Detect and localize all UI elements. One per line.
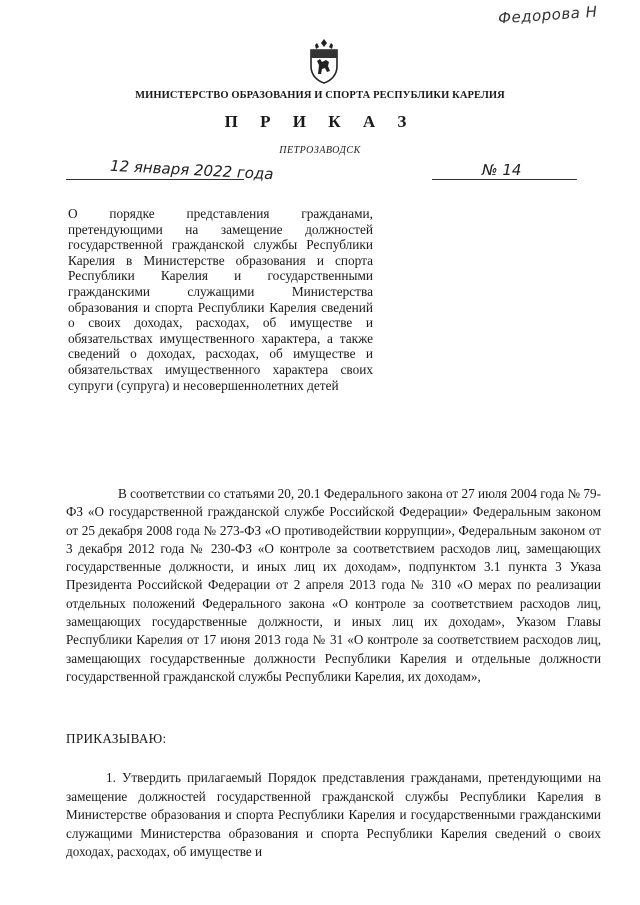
coat-of-arms-icon [307,38,341,84]
order-item-1: 1. Утвердить прилагаемый Порядок представления гражданами, претендующими на замещение должностей государственной гражданской службы Республики Карелия в Министерстве образования и спорта Республики Карелия и государственными гражданскими служащими Министерства образования и спорта Республики Карелия сведений о своих доходах, расходах, об имуществе и [66,770,601,859]
date-underline [66,179,244,180]
handwritten-number: № 14 [482,161,522,179]
handwritten-signature: Федорова Н [497,2,598,28]
city-name: ПЕТРОЗАВОДСК [279,145,361,156]
ministry-name: МИНИСТЕРСТВО ОБРАЗОВАНИЯ И СПОРТА РЕСПУБЛИКИ КАРЕЛИЯ [135,90,505,101]
order-word: ПРИКАЗЫВАЮ: [66,731,167,746]
document-subject: О порядке представления гражданами, претендующими на замещение должностей государственной гражданской службы Республики Карелия в Министерстве образования и спорта Республики Карелия и государственными гражданскими служащими Министерства образования и спорта Республики Карелия сведений о своих доходах, расходах, об имуществе и обязательствах имущественного характера, а также сведений о доходах, расходах, об имуществе и обязательствах имущественного характера своих супруги (супруга) и несовершеннолетних детей [68,206,373,393]
handwritten-date: 12 января 2022 года [109,156,274,184]
document-title: П Р И К А З [224,112,416,131]
preamble-paragraph: В соответствии со статьями 20, 20.1 Федерального закона от 27 июля 2004 года № 79-ФЗ «О государственной гражданской службе Российской Федерации» Федеральным законом от 25 декабря 2008 года № 273-ФЗ «О противодействии коррупции», Федеральным законом от 3 декабря 2012 года № 230-ФЗ «О контроле за соответствием расходов лиц, замещающих государственные должности, и иных лиц их доходам», подпунктом 3.1 пункта 3 Указа Президента Российской Федерации от 2 апреля 2013 года № 310 «О мерах по реализации отдельных положений Федерального закона «О контроле за соответствием расходов лиц, замещающих государственные должности, и иных лиц их доходам», Указом Главы Республики Карелия от 17 июня 2013 года № 31 «О контроле за соответствием расходов лиц, замещающих государственные должности Республики Карелия и отдельные должности государственной гражданской службы Республики Карелия, их доходам», [66,486,601,684]
number-underline [432,179,577,180]
